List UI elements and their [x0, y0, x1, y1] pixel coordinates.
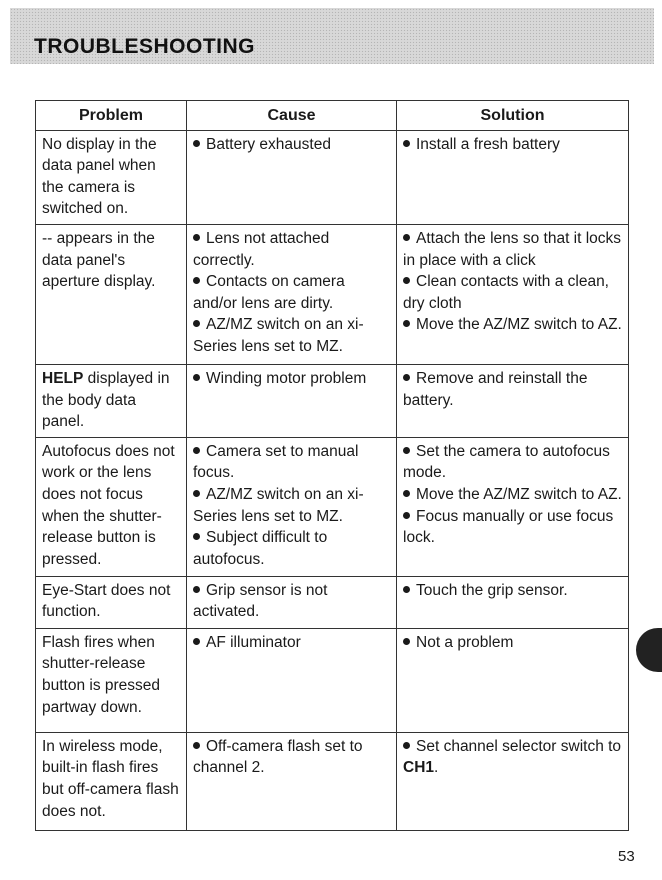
table-row [36, 364, 629, 437]
cause-item [193, 314, 391, 357]
solution-text: Focus manually or use focus lock. [403, 507, 614, 547]
solution-text: Clean contacts with a clean, dry cloth [403, 273, 609, 312]
solution-item [403, 368, 623, 411]
problem-cell [36, 576, 187, 628]
solution-tail: . [434, 759, 439, 777]
problem-text: Eye-Start does not function. [42, 581, 171, 621]
bullet-icon [193, 533, 200, 540]
solution-text: Move the AZ/MZ switch to AZ. [416, 485, 622, 503]
table-row [36, 576, 629, 628]
solution-item [403, 580, 623, 602]
solution-item [403, 228, 623, 271]
bullet-icon [193, 742, 200, 749]
problem-cell [36, 224, 187, 364]
cause-text: AZ/MZ switch on an xi-Series lens set to MZ. [193, 316, 364, 355]
solution-cell [397, 628, 629, 732]
solution-item [403, 484, 623, 506]
cause-item [193, 368, 391, 390]
solution-item [403, 506, 623, 549]
bullet-icon [403, 638, 410, 645]
solution-cell [397, 130, 629, 224]
bullet-icon [403, 374, 410, 381]
cause-text: Winding motor problem [206, 369, 367, 387]
cause-cell [187, 732, 397, 830]
bullet-icon [193, 234, 200, 241]
solution-cell [397, 224, 629, 364]
table-row [36, 628, 629, 732]
solution-item [403, 736, 623, 779]
solution-item [403, 632, 623, 654]
header-cause: Cause [187, 101, 397, 131]
solution-text: Install a fresh battery [416, 135, 560, 153]
cause-item [193, 134, 391, 156]
cause-text: Grip sensor is not activated. [193, 581, 328, 621]
cause-cell [187, 224, 397, 364]
solution-text: Not a problem [416, 633, 514, 651]
solution-cell [397, 437, 629, 576]
bullet-icon [193, 374, 200, 381]
cause-cell [187, 130, 397, 224]
bullet-icon [193, 277, 200, 284]
problem-cell [36, 364, 187, 437]
solution-item [403, 134, 623, 156]
cause-text: Off-camera flash set to channel 2. [193, 737, 363, 777]
cause-text: Lens not attached correctly. [193, 229, 330, 269]
cause-item [193, 736, 391, 779]
table-header-row [36, 101, 629, 131]
solution-text: Attach the lens so that it locks in place with a click [403, 229, 622, 269]
cause-item [193, 527, 391, 570]
cause-text: AF illuminator [206, 633, 301, 651]
solution-keyword: CH1 [403, 759, 435, 777]
bullet-icon [403, 512, 410, 519]
bullet-icon [193, 490, 200, 497]
problem-text: displayed in the body data panel. [42, 369, 170, 431]
solution-cell [397, 576, 629, 628]
table-row [36, 130, 629, 224]
problem-cell [36, 130, 187, 224]
solution-cell [397, 732, 629, 830]
cause-item [193, 441, 391, 484]
bullet-icon [193, 140, 200, 147]
troubleshooting-table [35, 100, 629, 831]
bullet-icon [403, 320, 410, 327]
solution-cell [397, 364, 629, 437]
bullet-icon [193, 586, 200, 593]
bullet-icon [403, 140, 410, 147]
solution-text: Move the AZ/MZ switch to AZ. [416, 316, 622, 334]
cause-cell [187, 576, 397, 628]
cause-item [193, 484, 391, 527]
header-solution: Solution [397, 101, 629, 131]
bullet-icon [193, 638, 200, 645]
problem-text: Flash fires when shutter-release button is pressed partway down. [42, 633, 161, 716]
table-row [36, 437, 629, 576]
cause-text: Camera set to manual focus. [193, 442, 359, 482]
solution-item [403, 441, 623, 484]
solution-text: Touch the grip sensor. [416, 581, 568, 599]
solution-item [403, 314, 623, 336]
cause-text: Contacts on camera and/or lens are dirty. [193, 273, 345, 312]
problem-cell [36, 437, 187, 576]
solution-item [403, 271, 623, 314]
problem-text: Autofocus does not work or the lens does not focus when the shutter-release button is pressed. [42, 442, 175, 568]
table-row [36, 732, 629, 830]
cause-item [193, 228, 391, 271]
cause-item [193, 271, 391, 314]
cause-item [193, 580, 391, 623]
header-problem: Problem [36, 101, 187, 131]
section-thumb-tab [636, 628, 662, 672]
bullet-icon [403, 586, 410, 593]
page-number: 53 [618, 848, 635, 865]
bullet-icon [193, 447, 200, 454]
bullet-icon [403, 742, 410, 749]
bullet-icon [403, 234, 410, 241]
solution-text: Remove and reinstall the battery. [403, 369, 588, 409]
cause-text: Battery exhausted [206, 135, 331, 153]
bullet-icon [403, 277, 410, 284]
cause-cell [187, 628, 397, 732]
problem-keyword: HELP [42, 369, 84, 387]
bullet-icon [403, 447, 410, 454]
solution-text: Set channel selector switch to [416, 737, 622, 755]
page-title: TROUBLESHOOTING [34, 35, 255, 58]
bullet-icon [193, 320, 200, 327]
cause-text: AZ/MZ switch on an xi-Series lens set to MZ. [193, 485, 364, 525]
problem-text: No display in the data panel when the camera is switched on. [42, 135, 157, 218]
solution-text: Set the camera to autofocus mode. [403, 442, 610, 482]
problem-text: -- appears in the data panel's aperture display. [42, 229, 156, 291]
table-row [36, 224, 629, 364]
cause-text: Subject difficult to autofocus. [193, 529, 328, 568]
problem-text: In wireless mode, built-in flash fires but off-camera flash does not. [42, 737, 179, 820]
cause-item [193, 632, 391, 654]
problem-cell [36, 732, 187, 830]
cause-cell [187, 364, 397, 437]
problem-cell [36, 628, 187, 732]
bullet-icon [403, 490, 410, 497]
cause-cell [187, 437, 397, 576]
